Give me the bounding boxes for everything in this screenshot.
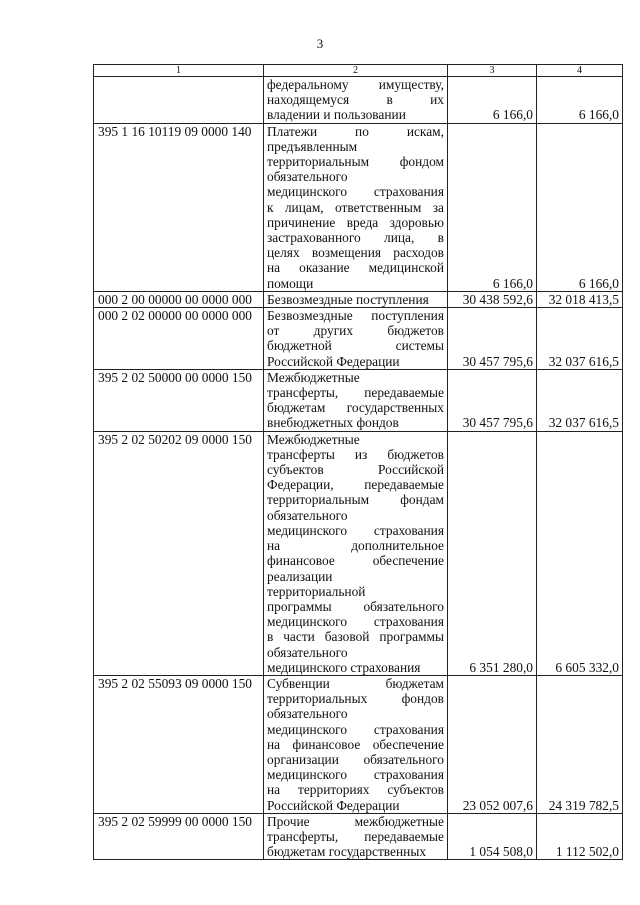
revenue-name <box>264 77 448 124</box>
amount-column-3: 1 054 508,0 <box>448 813 537 860</box>
revenue-name-line: бюджетам государственных <box>267 844 427 860</box>
revenue-name-line: территориальной <box>267 583 366 599</box>
amount-column-3: 30 457 795,6 <box>448 308 537 370</box>
revenue-name-line: внебюджетных фондов <box>267 415 399 431</box>
amount-column-3: 6 351 280,0 <box>448 431 537 675</box>
revenue-name-line: медицинского страхования <box>267 767 444 783</box>
revenue-name-line: на дополнительное <box>267 538 444 554</box>
budget-classification-code: 000 2 02 00000 00 0000 000 <box>94 308 264 370</box>
amount-column-3: 30 457 795,6 <box>448 369 537 431</box>
budget-classification-code <box>94 77 264 124</box>
revenue-name <box>264 123 448 291</box>
revenue-name-line: территориальным фондам <box>267 492 444 508</box>
revenue-name-line: Безвозмездные поступления <box>267 308 444 324</box>
revenue-name-line: медицинского страхования <box>267 184 444 200</box>
amount-column-4: 6 166,0 <box>537 123 623 291</box>
revenue-name-line: медицинского страхования <box>267 614 444 630</box>
budget-table <box>93 64 623 860</box>
page-number: 3 <box>316 36 324 51</box>
revenue-name-line: Межбюджетные <box>267 369 360 385</box>
column-header-3: 3 <box>448 65 537 77</box>
amount-column-3: 30 438 592,6 <box>448 291 537 307</box>
column-header-1: 1 <box>94 65 264 77</box>
revenue-name-line: предъявленным <box>267 138 358 154</box>
revenue-name-line: обязательного <box>267 706 348 722</box>
revenue-name-line: реализации <box>267 568 333 584</box>
revenue-name-line: трансферты, передаваемые <box>267 385 444 401</box>
budget-classification-code: 395 2 02 50000 00 0000 150 <box>94 369 264 431</box>
table-row <box>94 308 623 370</box>
amount-column-4: 32 037 616,5 <box>537 308 623 370</box>
revenue-name-line: субъектов Российской <box>267 462 444 478</box>
column-header-4: 4 <box>537 65 623 77</box>
revenue-name-line: бюджетам государственных <box>267 400 444 416</box>
revenue-name-line: от других бюджетов <box>267 323 444 339</box>
revenue-name-line: причинение вреда здоровью <box>267 214 444 230</box>
revenue-name-line: к лицам, ответственным за <box>267 199 444 215</box>
revenue-name-line: программы обязательного <box>267 598 444 614</box>
revenue-name-line: финансовое обеспечение <box>267 553 444 569</box>
table-row <box>94 291 623 307</box>
budget-classification-code: 395 2 02 50202 09 0000 150 <box>94 431 264 675</box>
column-header-2: 2 <box>264 65 448 77</box>
amount-column-4: 1 112 502,0 <box>537 813 623 860</box>
revenue-name-line: трансферты из бюджетов <box>267 446 444 462</box>
revenue-name-line: Межбюджетные <box>267 431 360 447</box>
budget-classification-code: 395 2 02 59999 00 0000 150 <box>94 813 264 860</box>
revenue-name <box>264 813 448 860</box>
table-row <box>94 431 623 675</box>
budget-classification-code: 395 2 02 55093 09 0000 150 <box>94 675 264 813</box>
revenue-name-line: на финансовое обеспечение <box>267 736 444 752</box>
revenue-name-line: в части базовой программы <box>267 629 444 645</box>
revenue-name-line: застрахованного лица, в <box>267 230 444 246</box>
revenue-name <box>264 291 448 307</box>
revenue-name-line: бюджетной системы <box>267 338 444 354</box>
revenue-name-line: Российской Федерации <box>267 797 400 813</box>
revenue-name-line: на оказание медицинской <box>267 260 444 276</box>
amount-column-4: 24 319 782,5 <box>537 675 623 813</box>
amount-column-3: 23 052 007,6 <box>448 675 537 813</box>
revenue-name-line: Федерации, передаваемые <box>267 477 444 493</box>
revenue-name-line: территориальных фондов <box>267 691 444 707</box>
revenue-name-line: обязательного <box>267 644 348 660</box>
revenue-name-line: обязательного <box>267 507 348 523</box>
table-row <box>94 77 623 124</box>
table-row <box>94 369 623 431</box>
revenue-name-line: Безвозмездные поступления <box>267 291 429 307</box>
amount-column-4: 32 018 413,5 <box>537 291 623 307</box>
revenue-name-line: владении и пользовании <box>267 107 406 123</box>
revenue-name-line: Платежи по искам, <box>267 123 444 139</box>
revenue-name-line: обязательного <box>267 169 348 185</box>
revenue-name-line: находящемуся в их <box>267 92 444 108</box>
revenue-name <box>264 431 448 675</box>
revenue-name-line: помощи <box>267 275 314 291</box>
revenue-name-line: Субвенции бюджетам <box>267 675 444 691</box>
revenue-name <box>264 675 448 813</box>
amount-column-4: 6 166,0 <box>537 77 623 124</box>
table-row <box>94 675 623 813</box>
revenue-name-line: целях возмещения расходов <box>267 245 444 261</box>
budget-classification-code: 000 2 00 00000 00 0000 000 <box>94 291 264 307</box>
revenue-name-line: организации обязательного <box>267 751 444 767</box>
amount-column-3: 6 166,0 <box>448 123 537 291</box>
revenue-name <box>264 308 448 370</box>
amount-column-4: 6 605 332,0 <box>537 431 623 675</box>
amount-column-3: 6 166,0 <box>448 77 537 124</box>
table-row <box>94 123 623 291</box>
revenue-name-line: медицинского страхования <box>267 659 421 675</box>
revenue-name-line: трансферты, передаваемые <box>267 828 444 844</box>
revenue-name-line: территориальным фондом <box>267 154 444 170</box>
revenue-name-line: на территориях субъектов <box>267 782 444 798</box>
table-row <box>94 813 623 860</box>
revenue-name-line: медицинского страхования <box>267 721 444 737</box>
revenue-name-line: федеральному имуществу, <box>267 77 444 92</box>
revenue-name-line: Российской Федерации <box>267 353 400 369</box>
amount-column-4: 32 037 616,5 <box>537 369 623 431</box>
revenue-name-line: Прочие межбюджетные <box>267 813 444 829</box>
revenue-name <box>264 369 448 431</box>
table-header-row <box>94 65 623 77</box>
budget-classification-code: 395 1 16 10119 09 0000 140 <box>94 123 264 291</box>
revenue-name-line: медицинского страхования <box>267 522 444 538</box>
